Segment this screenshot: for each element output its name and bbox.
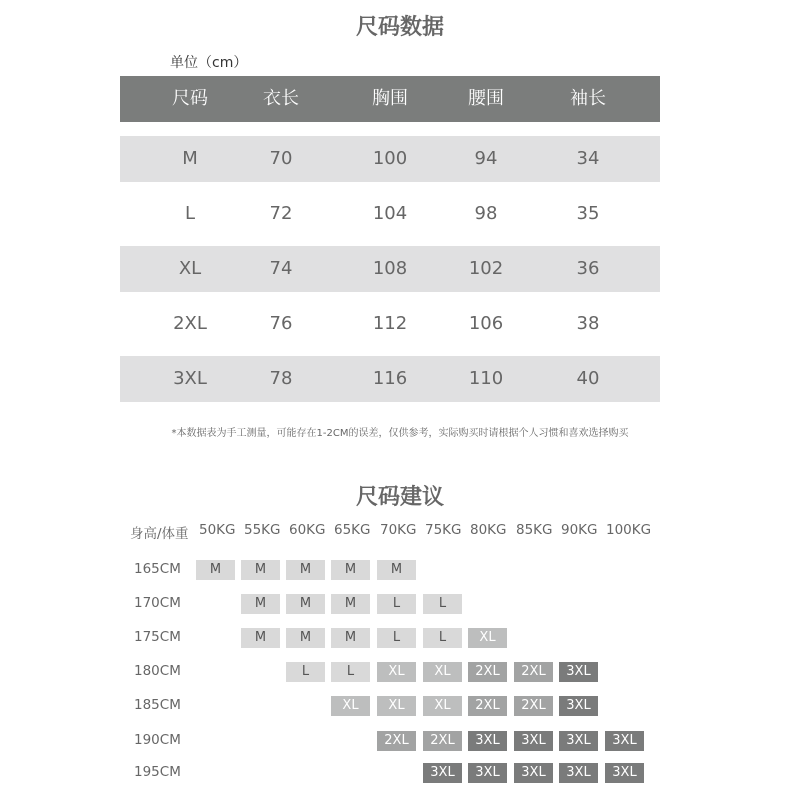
size-cell: 3XL bbox=[423, 763, 462, 783]
size-cell: 2XL bbox=[514, 696, 553, 716]
height-label: 190CM bbox=[134, 732, 181, 748]
height-label: 195CM bbox=[134, 764, 181, 780]
size-cell: L bbox=[377, 594, 416, 614]
table-row bbox=[120, 136, 660, 182]
table-cell: 72 bbox=[269, 203, 293, 224]
table-cell: 104 bbox=[372, 203, 408, 224]
table-cell: 106 bbox=[468, 313, 504, 334]
size-cell: M bbox=[196, 560, 235, 580]
size-cell: M bbox=[286, 560, 325, 580]
table-row bbox=[120, 191, 660, 237]
size-cell: XL bbox=[468, 628, 507, 648]
size-cell: L bbox=[331, 662, 370, 682]
weight-header: 80KG bbox=[470, 522, 507, 538]
size-cell: XL bbox=[377, 696, 416, 716]
height-label: 180CM bbox=[134, 663, 181, 679]
size-cell: M bbox=[241, 628, 280, 648]
size-cell: M bbox=[241, 560, 280, 580]
table-cell: 98 bbox=[474, 203, 498, 224]
height-label: 185CM bbox=[134, 697, 181, 713]
weight-header: 55KG bbox=[244, 522, 281, 538]
size-table bbox=[120, 76, 660, 402]
table-row bbox=[120, 356, 660, 402]
weight-header: 50KG bbox=[199, 522, 236, 538]
weight-header: 60KG bbox=[289, 522, 326, 538]
table-cell: 74 bbox=[269, 258, 293, 279]
table-cell: 108 bbox=[372, 258, 408, 279]
weight-header: 85KG bbox=[516, 522, 553, 538]
size-cell: 2XL bbox=[514, 662, 553, 682]
table-cell: XL bbox=[178, 258, 202, 279]
size-cell: 3XL bbox=[514, 763, 553, 783]
table-cell: 116 bbox=[372, 368, 408, 389]
grid-corner-label: 身高/体重 bbox=[130, 526, 189, 542]
size-cell: XL bbox=[331, 696, 370, 716]
size-cell: 3XL bbox=[605, 731, 644, 751]
size-data-title: 尺码数据 bbox=[355, 15, 444, 40]
table-cell: 100 bbox=[372, 148, 408, 169]
header-length: 衣长 bbox=[263, 88, 299, 109]
table-cell: 38 bbox=[576, 313, 600, 334]
size-cell: L bbox=[377, 628, 416, 648]
size-cell: XL bbox=[423, 662, 462, 682]
size-table-header bbox=[120, 76, 660, 122]
table-cell: 76 bbox=[269, 313, 293, 334]
measurement-note: *本数据表为手工测量，可能存在1-2CM的误差，仅供参考，实际购买时请根据个人习惯和喜欢选择购买 bbox=[171, 428, 629, 439]
weight-header: 65KG bbox=[334, 522, 371, 538]
size-cell: L bbox=[423, 628, 462, 648]
size-cell: 2XL bbox=[423, 731, 462, 751]
header-waist: 腰围 bbox=[468, 88, 504, 109]
size-cell: 3XL bbox=[468, 731, 507, 751]
table-cell: 2XL bbox=[173, 313, 207, 334]
weight-header: 90KG bbox=[561, 522, 598, 538]
weight-header: 100KG bbox=[606, 522, 652, 538]
table-cell: 3XL bbox=[173, 368, 207, 389]
table-cell: 78 bbox=[269, 368, 293, 389]
size-cell: 3XL bbox=[468, 763, 507, 783]
size-recommend-title: 尺码建议 bbox=[355, 485, 444, 510]
height-label: 170CM bbox=[134, 595, 181, 611]
height-label: 175CM bbox=[134, 629, 181, 645]
size-cell: L bbox=[286, 662, 325, 682]
table-cell: 94 bbox=[474, 148, 498, 169]
size-cell: 2XL bbox=[377, 731, 416, 751]
size-cell: M bbox=[286, 594, 325, 614]
size-cell: 3XL bbox=[559, 763, 598, 783]
table-cell: L bbox=[184, 203, 196, 224]
table-cell: 70 bbox=[269, 148, 293, 169]
table-cell: 36 bbox=[576, 258, 600, 279]
height-label: 165CM bbox=[134, 561, 181, 577]
table-row bbox=[120, 246, 660, 292]
header-size: 尺码 bbox=[172, 88, 208, 109]
size-cell: 2XL bbox=[468, 662, 507, 682]
size-cell: 3XL bbox=[605, 763, 644, 783]
header-chest: 胸围 bbox=[372, 88, 408, 109]
size-cell: M bbox=[331, 560, 370, 580]
size-cell: M bbox=[331, 594, 370, 614]
table-cell: 34 bbox=[576, 148, 600, 169]
table-row bbox=[120, 301, 660, 347]
table-cell: 102 bbox=[468, 258, 504, 279]
size-cell: XL bbox=[423, 696, 462, 716]
table-cell: 35 bbox=[576, 203, 600, 224]
header-sleeve: 袖长 bbox=[570, 88, 606, 109]
size-cell: M bbox=[331, 628, 370, 648]
size-cell: 3XL bbox=[559, 731, 598, 751]
size-cell: 3XL bbox=[559, 696, 598, 716]
table-cell: 112 bbox=[372, 313, 408, 334]
table-cell: 40 bbox=[576, 368, 600, 389]
size-cell: L bbox=[423, 594, 462, 614]
size-cell: M bbox=[241, 594, 280, 614]
weight-header: 70KG bbox=[380, 522, 417, 538]
table-cell: M bbox=[182, 148, 198, 169]
weight-header: 75KG bbox=[425, 522, 462, 538]
size-cell: M bbox=[377, 560, 416, 580]
size-cell: 3XL bbox=[514, 731, 553, 751]
unit-label: 单位（cm） bbox=[170, 55, 248, 71]
table-cell: 110 bbox=[468, 368, 504, 389]
size-cell: 3XL bbox=[559, 662, 598, 682]
size-cell: M bbox=[286, 628, 325, 648]
size-cell: XL bbox=[377, 662, 416, 682]
size-cell: 2XL bbox=[468, 696, 507, 716]
